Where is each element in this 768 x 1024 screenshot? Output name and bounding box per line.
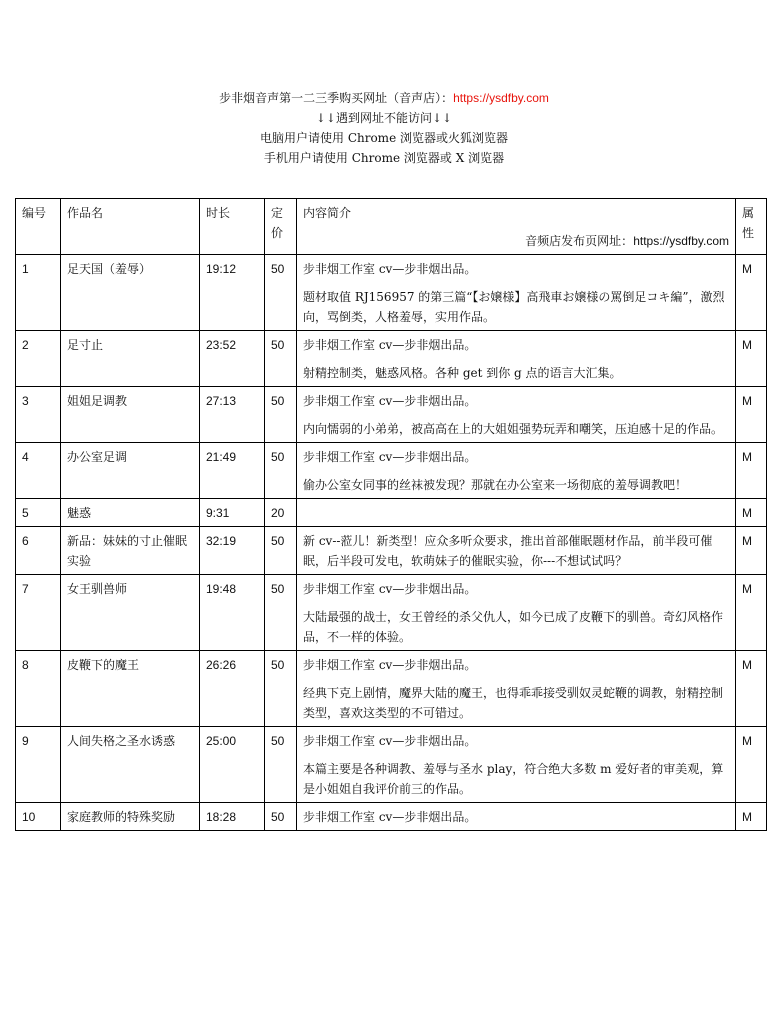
purchase-line xyxy=(0,88,768,108)
cell-price: 50 xyxy=(265,443,297,499)
cell-desc xyxy=(297,443,736,499)
cell-attr: M xyxy=(736,727,767,803)
desc-summary: 大陆最强的战士，女王曾经的杀父仇人，如今已成了皮鞭下的驯兽。奇幻风格作品，不一样的体验。 xyxy=(303,610,724,644)
table-row xyxy=(16,727,767,803)
table-row xyxy=(16,651,767,727)
cell-duration: 27:13 xyxy=(200,387,265,443)
cell-attr: M xyxy=(736,803,767,831)
cell-title: 家庭教师的特殊奖励 xyxy=(61,803,200,831)
header-duration: 时长 xyxy=(200,199,265,255)
cell-attr: M xyxy=(736,651,767,727)
cell-attr: M xyxy=(736,499,767,527)
cell-desc xyxy=(297,387,736,443)
desc-credit: 步非烟工作室 cv—步非烟出品。 xyxy=(303,658,477,672)
desc-credit: 步非烟工作室 cv—步非烟出品。 xyxy=(303,450,477,464)
desc-summary: 射精控制类，魅惑风格。各种 get 到你 g 点的语言大汇集。 xyxy=(303,366,622,380)
header-desc-label: 内容简介 xyxy=(303,206,352,220)
cell-title: 新品：妹妹的寸止催眠实验 xyxy=(61,527,200,575)
cell-price: 50 xyxy=(265,331,297,387)
desc-summary: 本篇主要是各种调教、羞辱与圣水 play，符合绝大多数 m 爱好者的审美观，算是小姐姐自我评价前三的作品。 xyxy=(303,762,724,796)
cell-title: 姐姐足调教 xyxy=(61,387,200,443)
cell-title: 足天国（羞辱） xyxy=(61,255,200,331)
table-row xyxy=(16,803,767,831)
desc-summary: 经典下克上剧情，魔界大陆的魔王，也得乖乖接受驯奴灵蛇鞭的调教，射精控制类型，喜欢这类型的不可错过。 xyxy=(303,686,724,720)
table-header-row xyxy=(16,199,767,255)
table-row xyxy=(16,527,767,575)
cell-desc xyxy=(297,651,736,727)
cell-num: 2 xyxy=(16,331,61,387)
cell-num: 6 xyxy=(16,527,61,575)
cell-num: 8 xyxy=(16,651,61,727)
access-warning: ↓↓遇到网址不能访问↓↓ xyxy=(315,111,453,125)
cell-num: 9 xyxy=(16,727,61,803)
cell-price: 50 xyxy=(265,651,297,727)
cell-price: 50 xyxy=(265,727,297,803)
cell-duration: 25:00 xyxy=(200,727,265,803)
cell-num: 7 xyxy=(16,575,61,651)
desc-credit: 步非烟工作室 cv—步非烟出品。 xyxy=(303,734,477,748)
header-desc-url-line xyxy=(303,231,729,251)
cell-duration: 21:49 xyxy=(200,443,265,499)
cell-title: 魅惑 xyxy=(61,499,200,527)
cell-attr: M xyxy=(736,575,767,651)
cell-duration: 18:28 xyxy=(200,803,265,831)
cell-attr: M xyxy=(736,331,767,387)
cell-num: 1 xyxy=(16,255,61,331)
document-header xyxy=(0,88,768,168)
cell-num: 10 xyxy=(16,803,61,831)
desc-credit: 步非烟工作室 cv—步非烟出品。 xyxy=(303,262,477,276)
cell-duration: 26:26 xyxy=(200,651,265,727)
mobile-browser-note: 手机用户请使用 Chrome 浏览器或 X 浏览器 xyxy=(263,151,505,165)
cell-attr: M xyxy=(736,527,767,575)
table-row xyxy=(16,255,767,331)
header-num: 编号 xyxy=(16,199,61,255)
cell-attr: M xyxy=(736,387,767,443)
cell-desc xyxy=(297,255,736,331)
cell-desc xyxy=(297,527,736,575)
header-desc-note: 音频店发布页网址： xyxy=(525,234,634,248)
table-row xyxy=(16,331,767,387)
desc-credit: 新 cv--蒞儿！新类型！应众多听众要求，推出首部催眠题材作品，前半段可催眠，后半段可发电，软萌妹子的催眠实验，你---不想试试吗？ xyxy=(303,534,713,568)
table-row xyxy=(16,575,767,651)
purchase-text: 步非烟音声第一二三季购买网址（音声店）： xyxy=(219,91,454,105)
desc-credit: 步非烟工作室 cv—步非烟出品。 xyxy=(303,394,477,408)
cell-title: 女王驯兽师 xyxy=(61,575,200,651)
header-desc xyxy=(297,199,736,255)
desc-credit: 步非烟工作室 cv—步非烟出品。 xyxy=(303,810,477,824)
desc-summary: 题材取值 RJ156957 的第三篇“【お嬢様】高飛車お嬢様の罵倒足コキ編”，激烈向，骂倒类，人格羞辱，实用作品。 xyxy=(303,290,725,324)
cell-duration: 23:52 xyxy=(200,331,265,387)
cell-title: 皮鞭下的魔王 xyxy=(61,651,200,727)
cell-title: 足寸止 xyxy=(61,331,200,387)
cell-num: 5 xyxy=(16,499,61,527)
cell-title: 办公室足调 xyxy=(61,443,200,499)
cell-desc xyxy=(297,803,736,831)
works-table xyxy=(15,198,767,831)
desc-summary: 偷办公室女同事的丝袜被发现？那就在办公室来一场彻底的羞辱调教吧！ xyxy=(303,478,688,492)
header-attr: 属性 xyxy=(736,199,767,255)
cell-num: 3 xyxy=(16,387,61,443)
cell-price: 50 xyxy=(265,387,297,443)
cell-desc xyxy=(297,331,736,387)
table-body xyxy=(16,255,767,831)
cell-price: 50 xyxy=(265,803,297,831)
cell-desc xyxy=(297,499,736,527)
cell-desc xyxy=(297,575,736,651)
desc-summary: 内向懦弱的小弟弟，被高高在上的大姐姐强势玩弄和嘲笑，压迫感十足的作品。 xyxy=(303,422,724,436)
desc-credit: 步非烟工作室 cv—步非烟出品。 xyxy=(303,582,477,596)
pc-browser-note: 电脑用户请使用 Chrome 浏览器或火狐浏览器 xyxy=(260,131,508,145)
cell-duration: 9:31 xyxy=(200,499,265,527)
cell-price: 50 xyxy=(265,575,297,651)
table-row xyxy=(16,499,767,527)
cell-duration: 19:48 xyxy=(200,575,265,651)
header-desc-url[interactable]: https://ysdfby.com xyxy=(633,234,729,248)
cell-duration: 19:12 xyxy=(200,255,265,331)
cell-price: 20 xyxy=(265,499,297,527)
cell-attr: M xyxy=(736,443,767,499)
cell-price: 50 xyxy=(265,255,297,331)
table-row xyxy=(16,387,767,443)
desc-credit: 步非烟工作室 cv—步非烟出品。 xyxy=(303,338,477,352)
cell-duration: 32:19 xyxy=(200,527,265,575)
table-row xyxy=(16,443,767,499)
header-title: 作品名 xyxy=(61,199,200,255)
cell-price: 50 xyxy=(265,527,297,575)
cell-attr: M xyxy=(736,255,767,331)
cell-num: 4 xyxy=(16,443,61,499)
cell-title: 人间失格之圣水诱惑 xyxy=(61,727,200,803)
purchase-link[interactable]: https://ysdfby.com xyxy=(453,91,549,105)
cell-desc xyxy=(297,727,736,803)
header-price: 定价 xyxy=(265,199,297,255)
